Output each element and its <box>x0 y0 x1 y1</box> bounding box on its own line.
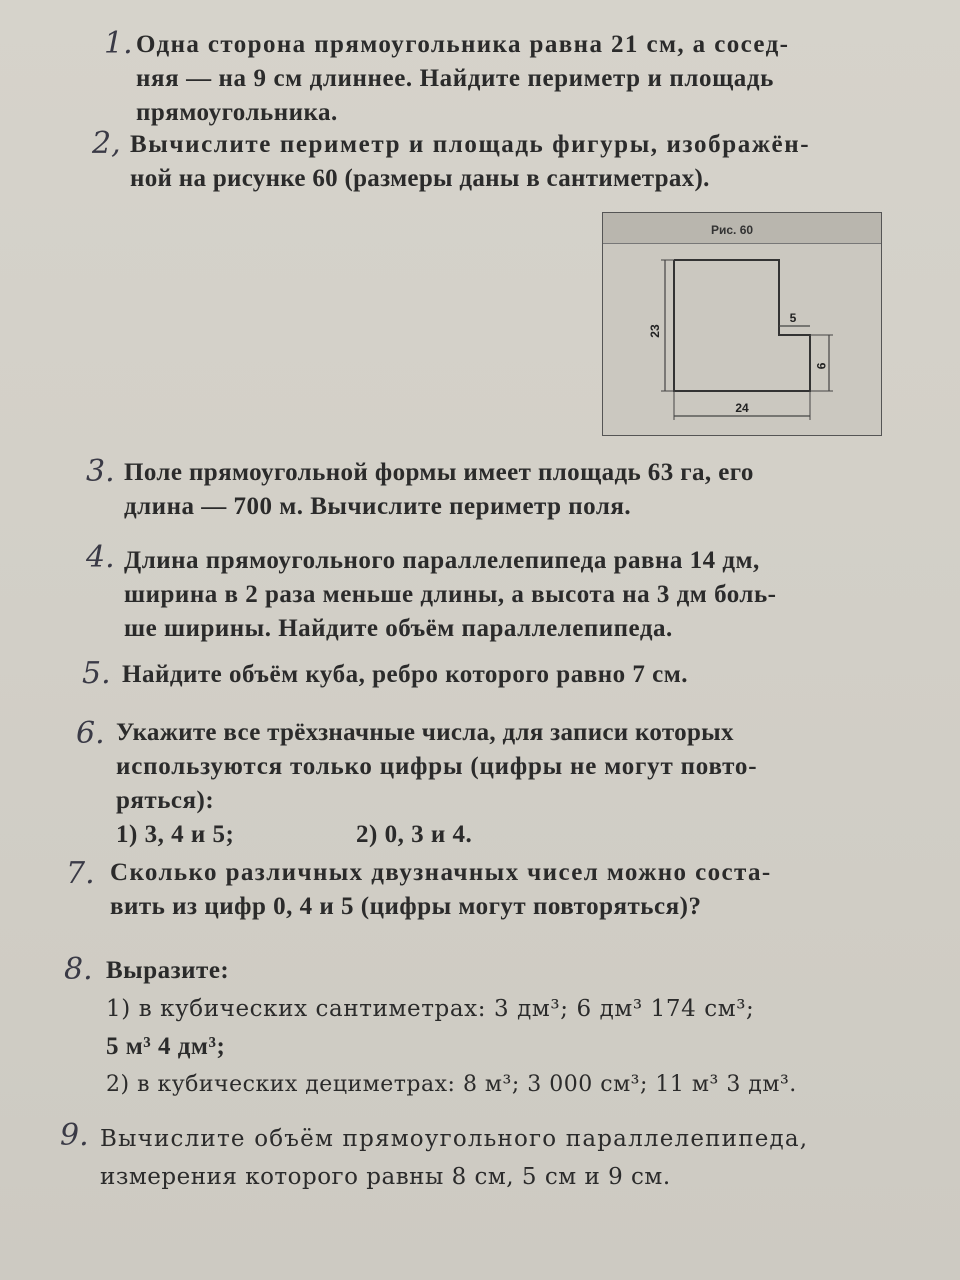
task-2-line-2: ной на рисунке 60 (размеры даны в сантиметрах). <box>130 165 710 192</box>
task-8-line-3: 5 м³ 4 дм³; <box>106 1033 226 1060</box>
task-9-marker: 9. <box>60 1118 89 1153</box>
task-1-line-3: прямоугольника. <box>136 99 338 126</box>
task-3-text <box>124 456 754 524</box>
task-1-marker: 1. <box>104 26 133 61</box>
task-6-marker: 6. <box>76 716 105 751</box>
task-4-line-1: Длина прямоугольного параллелепипеда равна 14 дм, <box>124 547 760 574</box>
dim-height-label: 23 <box>648 324 662 338</box>
task-9-line-1: Вычислите объём прямоугольного параллелепипеда, <box>100 1126 809 1152</box>
task-9-line-2: измерения которого равны 8 см, 5 см и 9 см. <box>100 1164 671 1190</box>
task-5-text <box>122 658 688 692</box>
task-4-marker: 4. <box>86 540 115 575</box>
task-6-option-1: 1) 3, 4 и 5; <box>116 821 235 848</box>
task-6-option-2: 2) 0, 3 и 4. <box>356 821 473 848</box>
task-4-line-3: ше ширины. Найдите объём параллелепипеда. <box>124 615 673 642</box>
task-6-options <box>116 818 757 852</box>
task-7-line-1: Сколько различных двузначных чисел можно соста- <box>110 859 772 886</box>
task-8-line-1: Выразите: <box>106 957 230 984</box>
task-7-line-2: вить из цифр 0, 4 и 5 (цифры могут повторяться)? <box>110 893 702 920</box>
task-5-line-1: Найдите объём куба, ребро которого равно 7 см. <box>122 661 688 688</box>
task-8-line-4: 2) в кубических дециметрах: 8 м³; 3 000 см³; 11 м³ 3 дм³. <box>106 1072 797 1097</box>
task-3-line-2: длина — 700 м. Вычислите периметр поля. <box>124 493 632 520</box>
task-8-line-2: 1) в кубических сантиметрах: 3 дм³; 6 дм³ 174 см³; <box>106 996 755 1022</box>
figure-drawing <box>603 213 881 435</box>
dim-notch-label: 5 <box>789 311 797 325</box>
task-4-text <box>124 544 777 646</box>
task-6-line-2: используются только цифры (цифры не могут повто- <box>116 753 758 780</box>
dim-step-label: 9 <box>814 362 828 370</box>
task-1-text <box>136 28 789 130</box>
task-1-line-2: няя — на 9 см длиннее. Найдите периметр и площадь <box>136 65 774 92</box>
task-3-marker: 3. <box>86 454 115 489</box>
task-7-text <box>110 856 772 924</box>
task-2-text <box>130 128 810 196</box>
task-6-line-3: ряться): <box>116 787 215 814</box>
figure-caption: Рис. 60 <box>711 223 754 237</box>
task-4-line-2: ширина в 2 раза меньше длины, а высота на 3 дм боль- <box>124 581 777 608</box>
task-5-marker: 5. <box>82 656 111 691</box>
task-8-text <box>106 952 797 1104</box>
task-3-line-1: Поле прямоугольной формы имеет площадь 63 га, его <box>124 459 754 486</box>
task-2-line-1: Вычислите периметр и площадь фигуры, изображён- <box>130 131 811 158</box>
task-6-text <box>116 716 757 852</box>
task-9-text <box>100 1120 808 1196</box>
task-7-marker: 7. <box>66 856 95 891</box>
figure-60 <box>602 212 882 436</box>
task-8-marker: 8. <box>64 952 93 987</box>
task-1-line-1: Одна сторона прямоугольника равна 21 см, а сосед- <box>136 31 790 58</box>
task-2-marker: 2, <box>92 126 121 161</box>
dim-base-label: 24 <box>735 401 749 415</box>
task-6-line-1: Укажите все трёхзначные числа, для записи которых <box>116 719 734 746</box>
